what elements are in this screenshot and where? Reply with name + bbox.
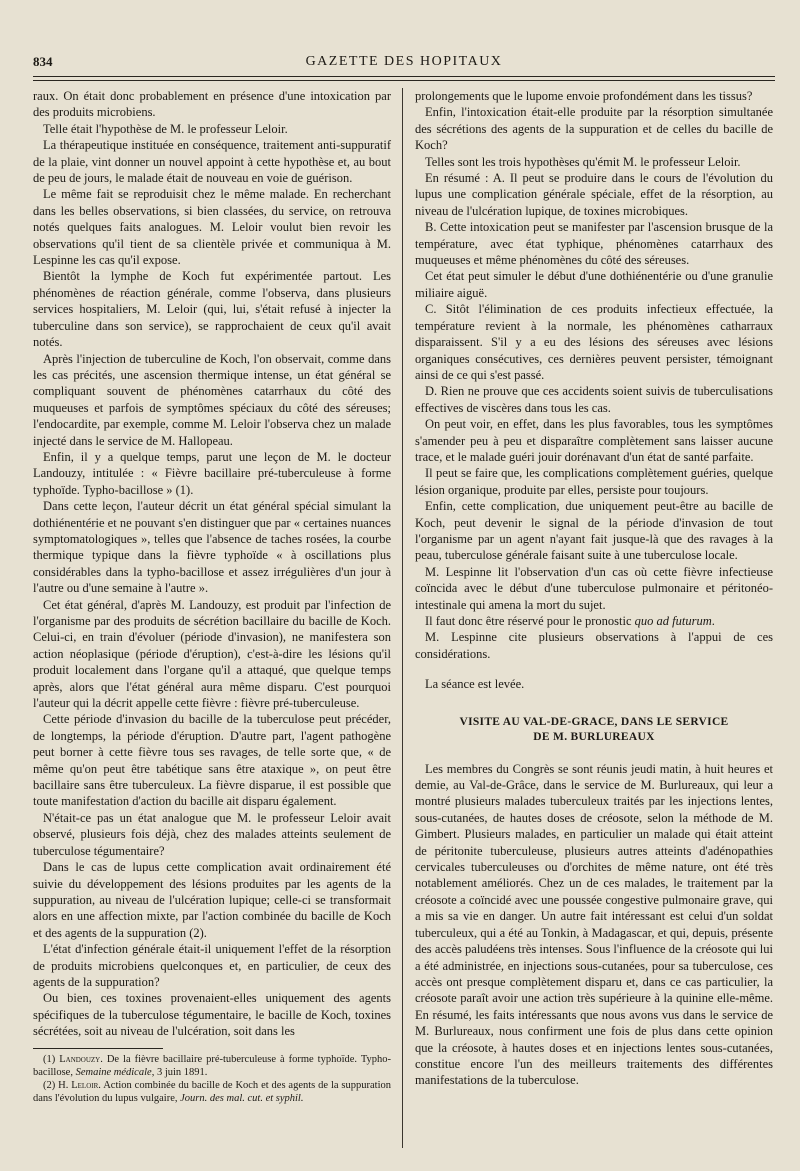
page-number: 834	[33, 54, 53, 69]
paragraph: Enfin, il y a quelque temps, parut une leçon de M. le docteur Landouzy, intitulée : « Fièvre bacillaire pré-tuberculeuse à forme typhoïde. Typho-bacillose » (1).	[33, 449, 391, 497]
paragraph: Dans le cas de lupus cette complication avait ordinairement été suivie du développement des lésions produites par les agents de la suppuration, au niveau de l'ulcération lupique; celle-ci se transformait alors en une affection mixte, par l'action combinée du bacille de Koch et des agents de la suppuration (2).	[33, 860, 391, 940]
pronostic-end: .	[711, 614, 715, 628]
paragraph: Telles sont les trois hypothèses qu'émit M. le professeur Leloir.	[425, 154, 741, 169]
paragraph: N'était-ce pas un état analogue que M. le professeur Leloir avait observé, plusieurs fois déjà, chez des malades atteints seulement de tuberculose tégumentaire?	[33, 810, 391, 858]
paragraph: Les membres du Congrès se sont réunis jeudi matin, à huit heures et demie, au Val-de-Grâce, dans le service de M. Burlureaux, qui leur a montré plusieurs malades tuberculeux traités par les injections lentes, sous-cutanées, de hautes doses de créosote, selon la méthode de M. Gimbert. Plusieurs malades, en particulier un malade qui était atteint de péritonite tuberculeuse, plusieurs autres atteints d'adénopathies cervicales tuberculeuses ou d'orchites de même nature, ont été très notablement améliorés. Chez un de ces malades, le traitement par la créosote a coïncidé avec une poussée congestive pulmonaire grave, qui a mis sa vie en danger. Un autre fait intéressant est celui d'un soldat tuberculeux, qui a été au Tonkin, à Madagascar, et qui, depuis, présente des accès paludéens très intenses. Sous l'influence de la créosote qui lui a été administrée, en injections sous-cutanées, pour sa tuberculose, ces accès ont presque complètement disparu et, dans ce cas particulier, la créosote paraît avoir une action très supérieure à la quinine elle-même. En résumé, les faits intéressants que nous avons vus dans le service de M. Burlureaux, nous confirment une fois de plus dans cette opinion que la créosote, à hautes doses et en injections lentes sous-cutanées, constitue encore l'un des meilleurs traitements des différentes manifestations de la tuberculose.	[415, 761, 773, 1088]
footnote-date: , 3 juin 1891.	[151, 1066, 208, 1078]
section-title-line-1: VISITE AU VAL-DE-GRACE, DANS LE SERVICE	[459, 715, 729, 728]
paragraph: prolongements que le lupome envoie profondément dans les tissus?	[415, 89, 753, 103]
footnote-source: Journ. des mal. cut. et syphil.	[180, 1093, 304, 1105]
paragraph: Cet état peut simuler le début d'une dothiénentérie ou d'une granulie miliaire aiguë.	[415, 269, 773, 300]
paragraph: D. Rien ne prouve que ces accidents soient suivis de tuberculisations effectives de viscères dans tous les cas.	[415, 384, 773, 415]
paragraph: C. Sitôt l'élimination de ces produits infectieux effectuée, la température revient à la normale, les phénomènes catharraux disparaissent. S'il y a eu des lésions des séreuses avec lésions organiques consécutives, ces dernières peuvent persister, témoignant ainsi de ce qui s'est passé.	[415, 302, 773, 382]
header-rule-thick	[33, 76, 775, 77]
left-column	[33, 88, 391, 1105]
right-column	[415, 88, 773, 1089]
spacer	[415, 662, 773, 676]
page-header	[33, 54, 775, 76]
paragraph: Cette période d'invasion du bacille de la tuberculose peut précéder, de longtemps, la période d'éruption. D'autre part, l'agent pathogène peut borner à cette fièvre tous ses ravages, de telle sorte que, « de même qu'on peut être tabétique sans être ataxique », on peut être bacillaire sans être tuberculeux. La fièvre disparue, il est possible que toute manifestation d'action du bacille ait disparu également.	[33, 712, 391, 809]
paragraph: Enfin, l'intoxication était-elle produite par la résorption simultanée des sécrétions des agents de la suppuration et de celles du bacille de Koch?	[415, 105, 773, 153]
pronostic-text: Il faut donc être réservé pour le pronostic	[425, 614, 635, 628]
footnote-1	[33, 1053, 391, 1079]
paragraph-pronostic	[415, 613, 773, 629]
paragraph: Après l'injection de tuberculine de Koch, l'on observait, comme dans les cas précités, une ascension thermique intense, un état général se compliquant souvent de phénomènes catarrhaux du côté des muqueuses et parfois de symptômes spéciaux du côté des séreuses; l'endocardite, par exemple, comme M. Leloir l'observa chez un malade injecté dans le service de M. Hallopeau.	[33, 351, 391, 448]
column-divider	[402, 88, 403, 1148]
paragraph: Cet état général, d'après M. Landouzy, est produit par l'infection de l'organisme par des produits de sécrétion bacillaire du bacille de Koch. Celui-ci, en train d'évoluer (période d'invasion), ne manifestera son action néoplasique (période d'éruption), c'est-à-dire les lésions qu'il produit localement dans l'organe qu'il a attaqué, que quelque temps après, alors que l'état général aura même disparu. C'est pourquoi l'auteur qui la décrit appelle cette fièvre : fièvre pré-tuberculeuse.	[33, 597, 391, 711]
paragraph: L'état d'infection générale était-il uniquement l'effet de la résorption de produits microbiens quelconques et, en particulier, de ceux des agents de la suppuration?	[33, 942, 391, 989]
pronostic-italic: quo ad futurum	[634, 614, 712, 628]
footnote-author: Landouzy	[59, 1053, 101, 1065]
footnote-author: H. Leloir	[58, 1079, 99, 1091]
session-closing: La séance est levée.	[425, 677, 525, 692]
paragraph: On peut voir, en effet, dans les plus favorables, tous les symptômes s'amender peu à peu et disparaître complètement sans laisser aucune trace, et le malade guéri jouir dorénavant d'un état de santé parfaite.	[415, 417, 773, 464]
paragraph: Dans cette leçon, l'auteur décrit un état général spécial simulant la dothiénentérie et ne pouvant s'en distinguer que par « certaines nuances symptomatologiques », telles que l'absence de taches rosées, la courbe thermique typique dans la fièvre typhoïde « à oscillations plus considérables dans la typho-bacillose et assez irrégulières d'un jour à l'autre ou d'une semaine à l'autre ».	[33, 499, 391, 596]
paragraph: Enfin, cette complication, due uniquement peut-être au bacille de Koch, peut devenir le signal de la période d'invasion de tout l'organisme par un agent n'ayant fait jusque-là que des ravages à la peau, tuberculose générale faisant suite à une tuberculose locale.	[415, 499, 773, 563]
paragraph: B. Cette intoxication peut se manifester par l'ascension brusque de la température, avec état typhique, phénomènes catarrhaux des muqueuses et même phénomènes du côté des séreuses.	[415, 220, 773, 268]
paragraph: Il peut se faire que, les complications complètement guéries, quelque lésion organique, produite par elles, persiste pour toujours.	[415, 466, 773, 497]
paragraph: Le même fait se reproduisit chez le même malade. En recherchant dans les belles observations, si bien classées, du service, on retrouva notés quelques faits analogues. M. Leloir voulut bien revoir les observations qu'il tient de sa clientèle privée et communiqua à M. Lespinne les cas qu'il expose.	[33, 187, 391, 268]
paragraph: Telle était l'hypothèse de M. le professeur Leloir.	[43, 121, 288, 136]
footnote-source: Semaine médicale	[75, 1066, 152, 1078]
journal-title: GAZETTE DES HOPITAUX	[305, 54, 503, 69]
header-rule-thin	[33, 80, 775, 81]
footnote-text: . De la fièvre bacillaire pré-tuberculeuse à forme typhoïde. Typho-bacillose,	[33, 1053, 391, 1078]
footnote-rule	[33, 1048, 163, 1049]
section-title-line-2: DE M. BURLUREAUX	[533, 730, 655, 743]
paragraph: La thérapeutique instituée en conséquence, traitement anti-suppuratif de la plaie, vint donner un nouvel appoint à cette hypothèse et, au bout de peu de jours, le malade était de nouveau en voie de guérison.	[33, 138, 391, 186]
section-title	[415, 715, 773, 745]
footnote-2	[33, 1079, 391, 1105]
footnote-marker: (2)	[43, 1079, 56, 1091]
paragraph: raux. On était donc probablement en présence d'une intoxication par des produits microbiens.	[33, 89, 391, 120]
paragraph: M. Lespinne lit l'observation d'un cas où cette fièvre infectieuse coïncida avec le début d'une tuberculose pulmonaire et péritonéo-intestinale qui amena la mort du sujet.	[415, 564, 773, 612]
paragraph: Ou bien, ces toxines provenaient-elles uniquement des agents spécifiques de la tuberculose tégumentaire, le bacille de Koch, toxines sécrétées, soit au niveau de l'ulcération, soit dans les	[33, 991, 391, 1039]
paragraph: En résumé : A. Il peut se produire dans le cours de l'évolution du lupus une complication générale spéciale, effet de la résorption, au niveau de l'ulcération lupique, de toxines microbiques.	[415, 171, 773, 218]
footnote-marker: (1)	[43, 1053, 56, 1065]
paragraph: Bientôt la lymphe de Koch fut expérimentée partout. Les phénomènes de réaction générale, comme l'observa, dans plusieurs services hospitaliers, M. Leloir (qui, lui, s'était refusé à injecter la tuberculine dans son service), se rapprochaient de ceux qu'il avait notés.	[33, 269, 391, 350]
paragraph: M. Lespinne cite plusieurs observations à l'appui de ces considérations.	[415, 630, 773, 661]
footnote-text: . Action combinée du bacille de Koch et des agents de la suppuration dans l'évolution du lupus vulgaire,	[33, 1079, 391, 1105]
